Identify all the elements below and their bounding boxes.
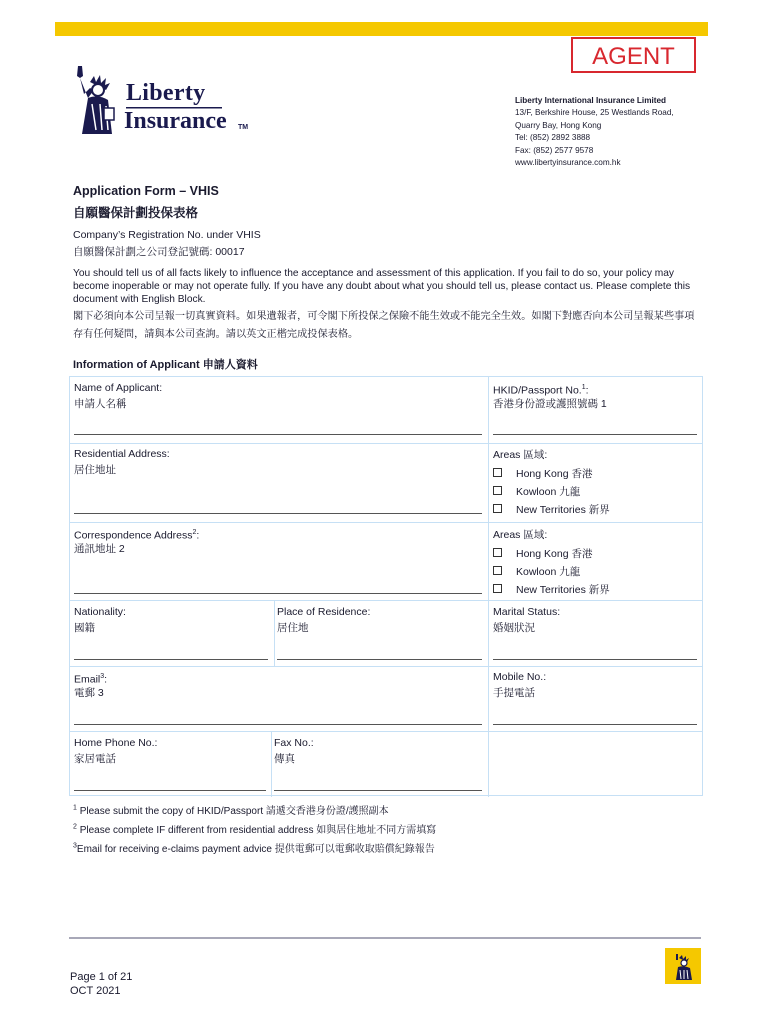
mobile-label-zh: 手提電話 xyxy=(493,687,535,699)
footnote-1: $^1$ Please submit the copy of HKID/Passport 請遞交香港身份證/護照副本 xyxy=(73,804,389,817)
statue-of-liberty-icon xyxy=(68,64,124,136)
logo-liberty: Liberty xyxy=(126,80,206,106)
marital-label-zh: 婚姻狀況 xyxy=(493,622,535,634)
marital-input-line[interactable] xyxy=(493,659,697,660)
intro-paragraph-zh: 閣下必須向本公司呈報一切真實資料。如果遺報者，可令閣下所投保之保險不能生效或不能完全生效。如閣下對應否向本公司呈報某些事項存有任何疑問，請與本公司查詢。請以英文正楷完成投保表格。 xyxy=(73,311,695,340)
residential-label-en: Residential Address: xyxy=(74,448,170,460)
residential-label-zh: 居住地址 xyxy=(74,464,116,476)
revision-date: OCT 2021 xyxy=(70,985,121,997)
correspondence-input-line[interactable] xyxy=(74,593,482,594)
home-phone-label-en: Home Phone No.: xyxy=(74,737,158,749)
name-input-line[interactable] xyxy=(74,434,482,435)
agent-stamp: AGENT xyxy=(571,37,696,73)
email-label-en: Email$^3$: xyxy=(74,673,108,686)
residence-place-label-zh: 居住地 xyxy=(277,622,309,634)
residence-place-label-en: Place of Residence: xyxy=(277,606,371,618)
correspondence-label-en: Correspondence Address$^2$: xyxy=(74,529,200,542)
mobile-label-en: Mobile No.: xyxy=(493,671,547,683)
correspondence-nt-checkbox[interactable] xyxy=(493,584,502,593)
company-address-line1: 13/F, Berkshire House, 25 Westlands Road, xyxy=(515,108,674,118)
home-phone-input-line[interactable] xyxy=(74,790,266,791)
residential-areas-label: Areas 區域: xyxy=(493,449,548,461)
footnote-2: $^2$ Please complete IF different from residential address 如與居住地址不同方需填寫 xyxy=(73,823,437,836)
company-fax: Fax: (852) 2577 9578 xyxy=(515,145,594,155)
marital-label-en: Marital Status: xyxy=(493,606,561,618)
name-label-zh: 申請人名稱 xyxy=(74,398,127,410)
residential-kln-label: Kowloon 九龍 xyxy=(516,486,581,498)
company-address-line2: Quarry Bay, Hong Kong xyxy=(515,120,602,130)
name-label-en: Name of Applicant: xyxy=(74,382,163,394)
logo-tm: TM xyxy=(238,124,249,131)
correspondence-kln-label: Kowloon 九龍 xyxy=(516,566,581,578)
residential-hk-checkbox[interactable] xyxy=(493,468,502,477)
residential-kln-checkbox[interactable] xyxy=(493,486,502,495)
fax-label-en: Fax No.: xyxy=(274,737,314,749)
correspondence-areas-label: Areas 區域: xyxy=(493,529,548,541)
hkid-input-line[interactable] xyxy=(493,434,697,435)
hkid-label-zh: 香港身份證或護照號碼 1 xyxy=(493,398,607,410)
correspondence-kln-checkbox[interactable] xyxy=(493,566,502,575)
footer-divider xyxy=(69,937,701,939)
nationality-input-line[interactable] xyxy=(74,659,268,660)
top-yellow-bar xyxy=(55,22,708,36)
residential-nt-checkbox[interactable] xyxy=(493,504,502,513)
company-website: www.libertyinsurance.com.hk xyxy=(515,158,621,168)
fax-label-zh: 傳真 xyxy=(274,753,295,765)
email-label-zh: 電郵 3 xyxy=(74,687,104,699)
page-number: Page 1 of 21 xyxy=(70,971,133,983)
residential-input-line[interactable] xyxy=(74,513,482,514)
form-title-zh: 自願醫保計劃投保表格 xyxy=(73,206,199,220)
footnote-3: $^3$Email for receiving e-claims payment advice 提供電郵可以電郵收取賠償紀錄報告 xyxy=(73,842,435,855)
section-title: Information of Applicant 申請人資料 xyxy=(73,359,258,371)
registration-zh: 自願醫保計劃之公司登記號碼: 00017 xyxy=(73,246,245,258)
correspondence-hk-checkbox[interactable] xyxy=(493,548,502,557)
residence-place-input-line[interactable] xyxy=(277,659,482,660)
applicant-info-table xyxy=(69,376,703,796)
email-input-line[interactable] xyxy=(74,724,482,725)
registration-en: Company’s Registration No. under VHIS xyxy=(73,229,261,241)
nationality-label-zh: 國籍 xyxy=(74,622,95,634)
intro-paragraph-en: You should tell us of all facts likely to influence the acceptance and assessment of this application. If you fail to do so, your policy may become inoperable or may not operate fully. If you have any doubt about what you should tell us, please contact us. Please complete this document with English Block. xyxy=(73,268,691,305)
residential-nt-label: New Territories 新界 xyxy=(516,504,610,516)
mobile-input-line[interactable] xyxy=(493,724,697,725)
nationality-label-en: Nationality: xyxy=(74,606,126,618)
correspondence-hk-label: Hong Kong 香港 xyxy=(516,548,593,560)
fax-input-line[interactable] xyxy=(274,790,482,791)
company-tel: Tel: (852) 2892 3888 xyxy=(515,133,591,143)
liberty-badge-icon xyxy=(665,948,701,984)
form-title-en: Application Form – VHIS xyxy=(73,184,219,198)
company-name: Liberty International Insurance Limited xyxy=(515,96,667,105)
liberty-logo xyxy=(68,64,258,138)
correspondence-label-zh: 通訊地址 2 xyxy=(74,543,125,555)
hkid-label-en: HKID/Passport No.$^1$: xyxy=(493,384,589,397)
correspondence-nt-label: New Territories 新界 xyxy=(516,584,610,596)
logo-insurance: Insurance xyxy=(124,108,227,134)
home-phone-label-zh: 家居電話 xyxy=(74,753,116,765)
residential-hk-label: Hong Kong 香港 xyxy=(516,468,593,480)
company-address-block xyxy=(515,95,674,169)
